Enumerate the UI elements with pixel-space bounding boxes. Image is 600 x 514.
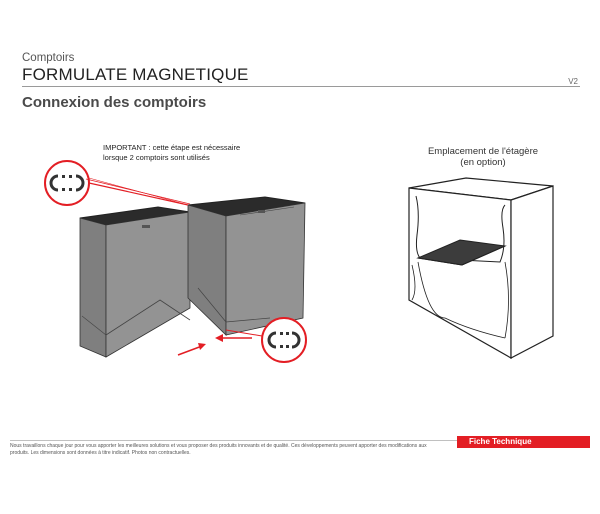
right-counter-illustration: [188, 197, 305, 335]
shelf-counter-illustration: [409, 178, 553, 358]
footer-disclaimer: [10, 443, 450, 456]
arrow-icon: [86, 179, 190, 204]
section-title: Connexion des comptoirs: [22, 94, 207, 111]
footer-disclaimer-line: produits. Les dimensions sont données à titre indicatif. Photos non contractuelles.: [10, 449, 191, 456]
arrow-icon: [215, 334, 252, 342]
footer-disclaimer-line: Nous travaillons chaque jour pour vous apporter les meilleures solutions et vous proposer des produits innovants et de qualité. Ces développements peuvent apporter des modifications aux: [10, 443, 427, 449]
document-title: FORMULATE MAGNETIQUE: [22, 65, 249, 84]
important-note-line: IMPORTANT : cette étape est nécessaire: [103, 143, 241, 152]
shelf-caption-line: (en option): [460, 157, 506, 168]
left-counter-illustration: [80, 207, 190, 357]
shelf-caption-line: Emplacement de l'étagère: [427, 146, 539, 157]
version-label: V2: [568, 77, 578, 86]
document-category: Comptoirs: [22, 52, 75, 64]
arrow-icon: [178, 343, 206, 355]
fiche-technique-badge: Fiche Technique: [457, 436, 590, 448]
important-note-line: lorsque 2 comptoirs sont utilisés: [103, 152, 210, 162]
